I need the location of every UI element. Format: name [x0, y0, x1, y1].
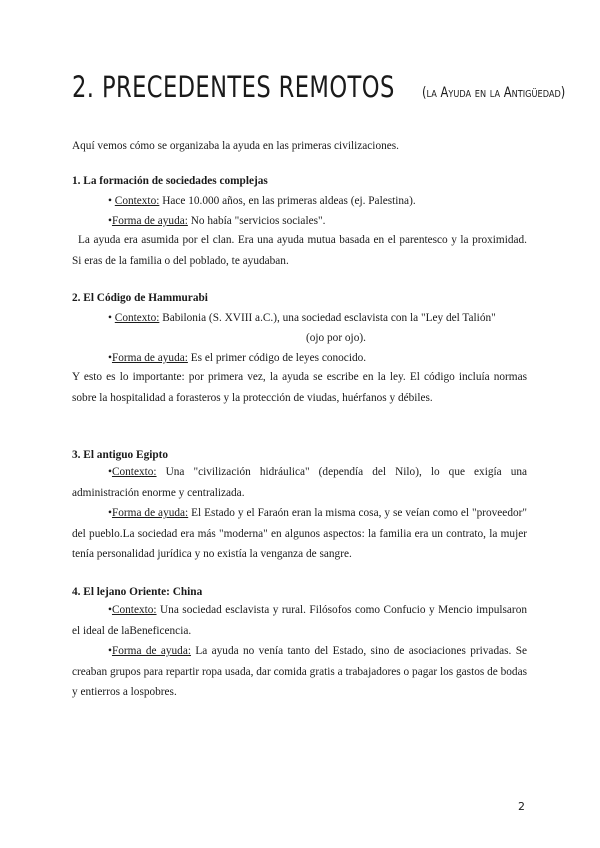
bullet-glyph: •	[108, 312, 112, 324]
heading-main: 2. PRECEDENTES REMOTOS	[72, 70, 395, 104]
section-2-context-continuation: (ojo por ojo).	[306, 332, 366, 344]
context-text: Una sociedad esclavista y rural. Filósofos como Confucio y Mencio impulsaron el ideal de laBeneficencia.	[72, 604, 527, 637]
section-1-body: La ayuda era asumida por el clan. Era una ayuda mutua basada en el parentesco y la proximidad. Si eras de la familia o del poblado, te ayudaban.	[72, 234, 527, 267]
section-4-title: 4. El lejano Oriente: China	[72, 586, 203, 598]
section-2-title: 2. El Código de Hammurabi	[72, 292, 208, 304]
context-label: Contexto:	[114, 312, 160, 324]
context-label: Contexto:	[111, 466, 157, 478]
section-2-form	[108, 351, 366, 365]
section-3-title: 3. El antiguo Egipto	[72, 449, 169, 461]
context-text: Hace 10.000 años, en las primeras aldeas (ej. Palestina).	[162, 195, 416, 207]
bullet-glyph: •	[108, 195, 112, 207]
form-label: Forma de ayuda:	[111, 507, 189, 519]
form-label: Forma de ayuda:	[111, 645, 191, 657]
form-text: Es el primer código de leyes conocido.	[190, 352, 367, 364]
section-2-context	[108, 311, 496, 325]
context-text: Babilonia (S. XVIII a.C.), una sociedad esclavista con la "Ley del Talión"	[162, 312, 496, 324]
context-text: Una "civilización hidráulica" (dependía del Nilo), lo que exigía una administración enorme y centralizada.	[72, 466, 528, 499]
form-label: Forma de ayuda:	[111, 215, 188, 227]
section-1-context	[108, 194, 416, 208]
page-heading	[72, 70, 596, 104]
form-label: Forma de ayuda:	[111, 352, 188, 364]
form-text: La ayuda no venía tanto del Estado, sino de asociaciones privadas. Se creaban grupos para repartir ropa usada, dar comida gratis a trabajadores o pagar los gastos de bodas y entierros a lospobres.	[72, 645, 527, 698]
section-1-title: 1. La formación de sociedades complejas	[72, 175, 268, 187]
section-3-context	[72, 462, 527, 503]
context-label: Contexto:	[111, 604, 157, 616]
bullet-glyph: •	[108, 604, 112, 616]
form-text: No había "servicios sociales".	[190, 215, 326, 227]
bullet-glyph: •	[108, 645, 112, 657]
bullet-glyph: •	[108, 507, 112, 519]
intro-text: Aquí vemos cómo se organizaba la ayuda en las primeras civilizaciones.	[72, 140, 399, 152]
heading-subtitle: (la Ayuda en la Antigüedad)	[421, 85, 565, 101]
section-2-body: Y esto es lo importante: por primera vez, la ayuda se escribe en la ley. El código incluía normas sobre la hospitalidad a forasteros y la protección de viudas, huérfanos y débiles.	[72, 371, 527, 404]
page-number: 2	[518, 800, 525, 813]
form-text: El Estado y el Faraón eran la misma cosa, y se veían como el "proveedor" del pueblo.La sociedad era más "moderna" en algunos aspectos: la familia era un contrato, la mujer tenía personalidad jurídica y no existía la venganza de sangre.	[72, 507, 527, 560]
section-1-form	[108, 214, 325, 228]
section-4-context	[72, 600, 527, 641]
context-label: Contexto:	[114, 195, 160, 207]
section-3-form	[72, 503, 527, 565]
bullet-glyph: •	[108, 352, 112, 364]
section-4-form	[72, 641, 527, 703]
bullet-glyph: •	[108, 466, 112, 478]
bullet-glyph: •	[108, 215, 112, 227]
